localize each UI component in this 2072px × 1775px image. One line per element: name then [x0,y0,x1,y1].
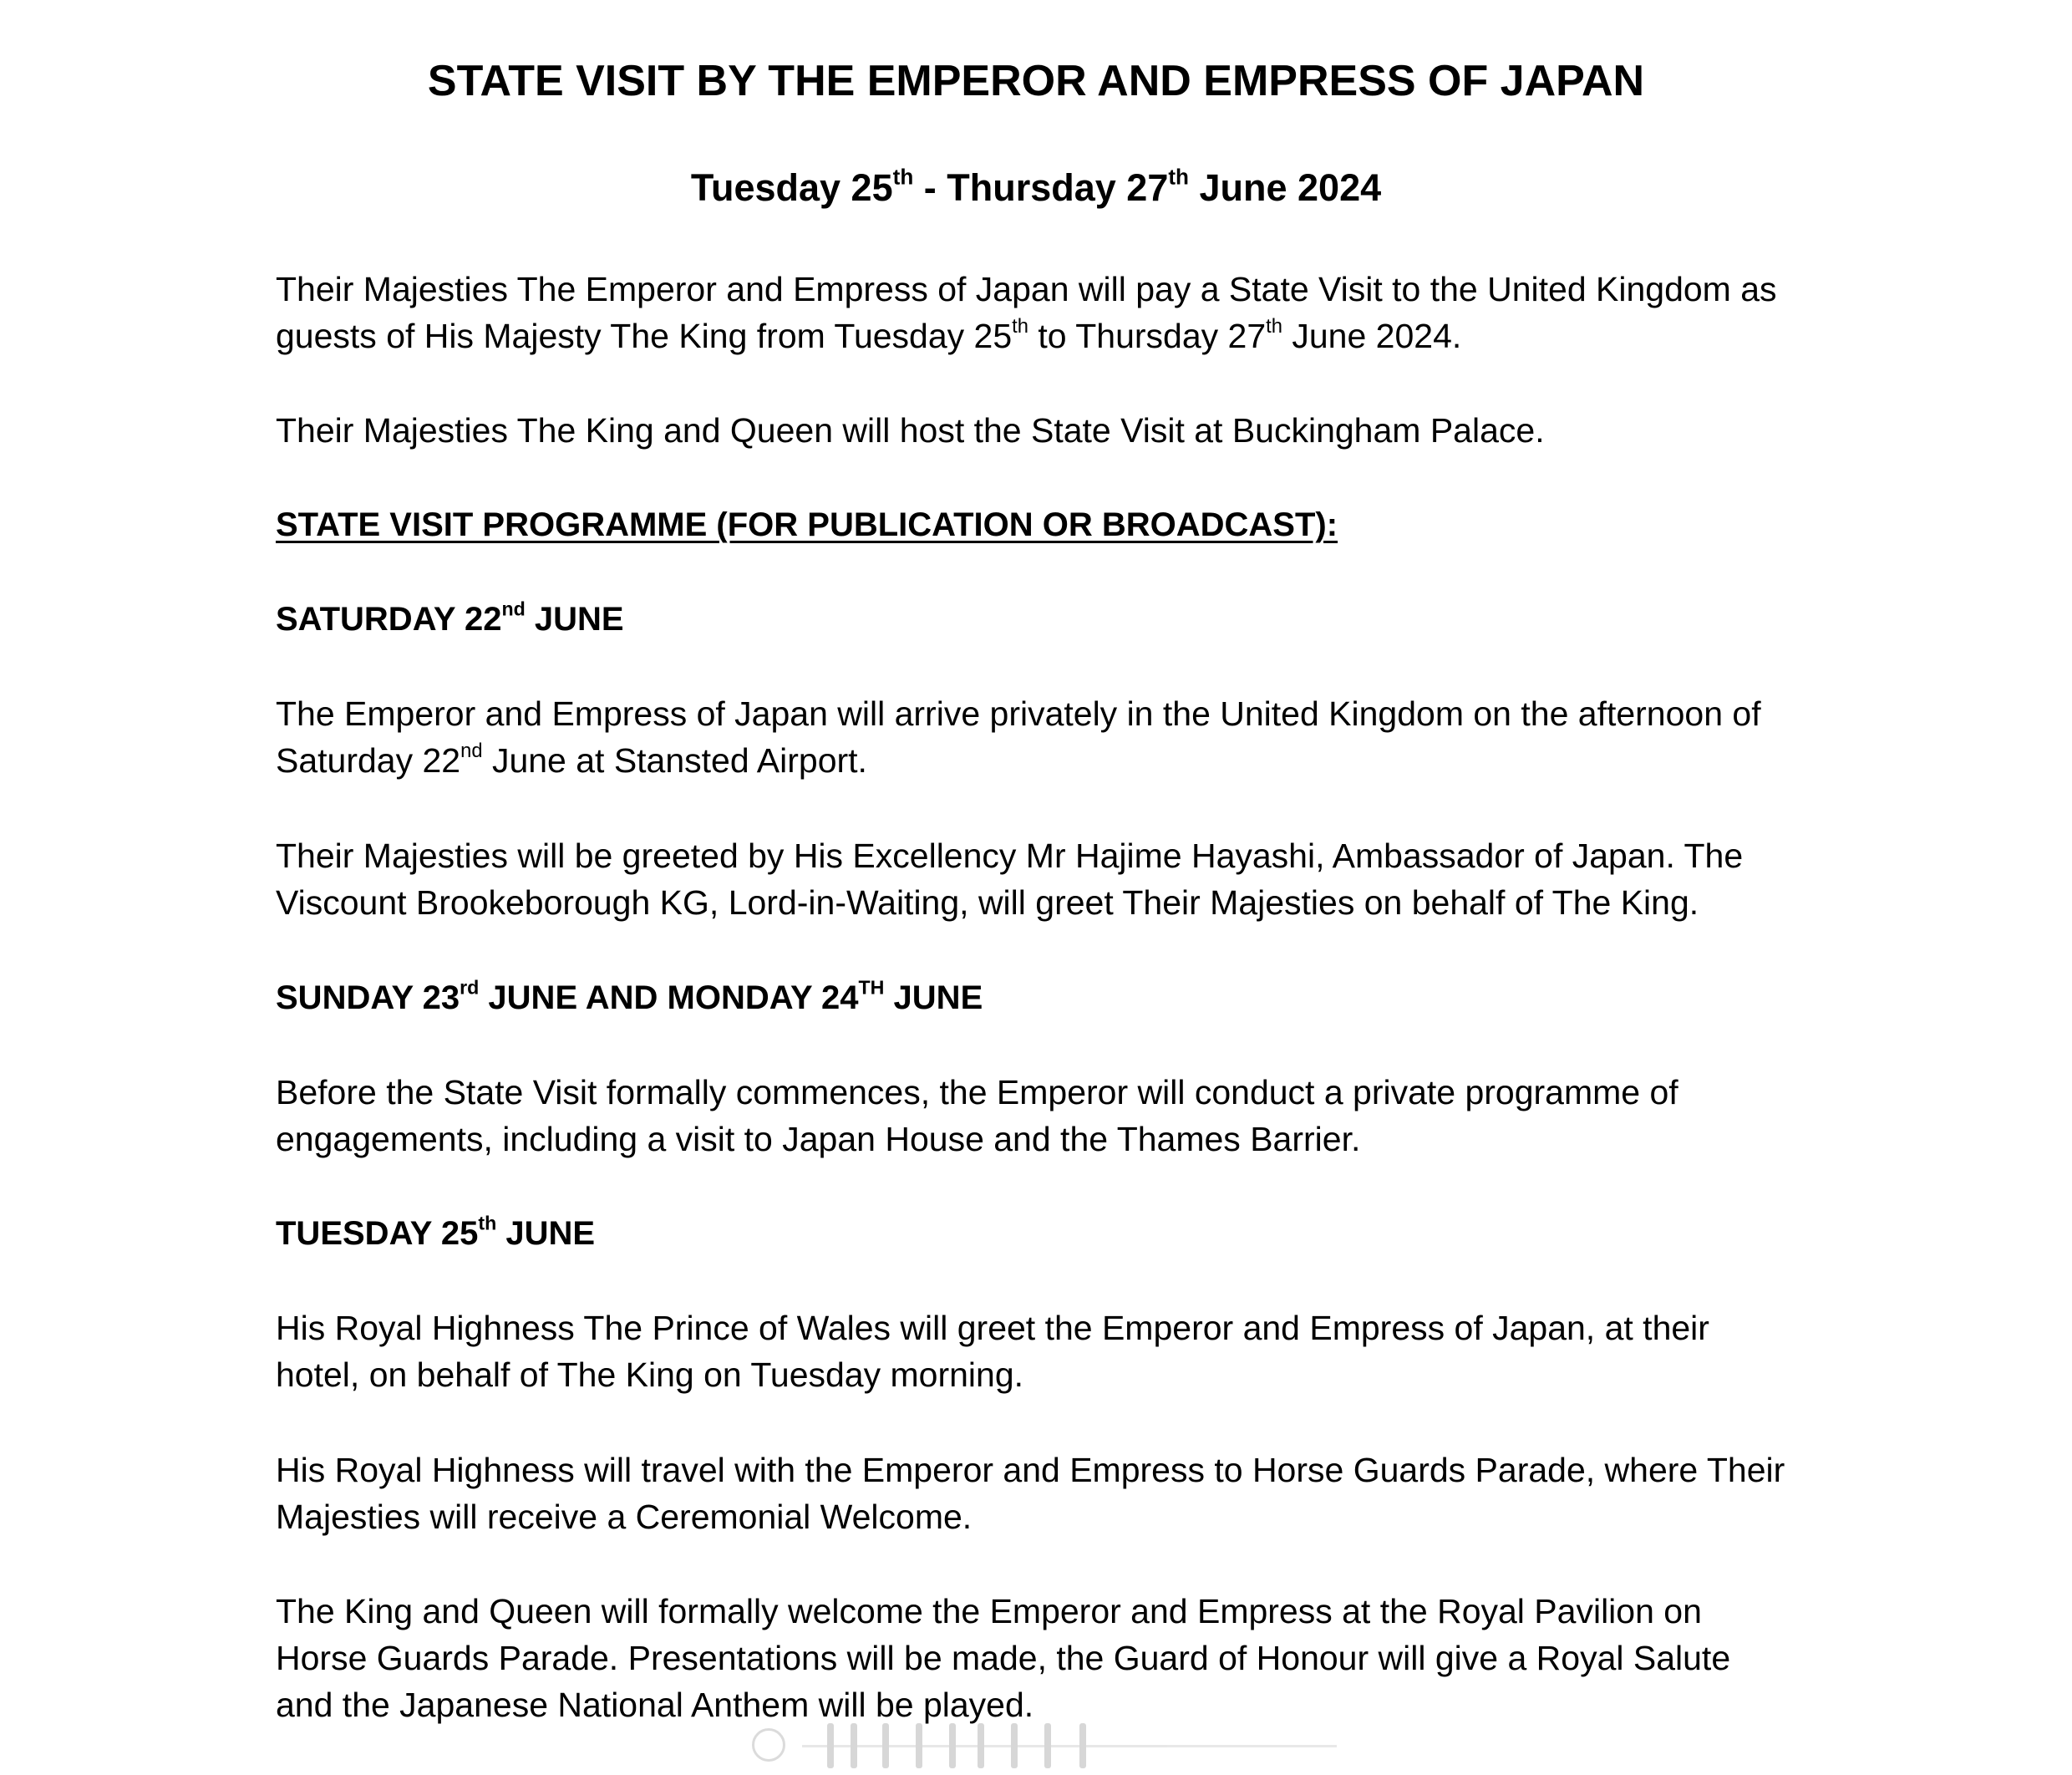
dates-end-suffix: th [1168,164,1189,190]
tuesday-welcome-line-3: and the Japanese National Anthem will be played. [276,1686,1034,1724]
intro-line-2 [276,313,1846,359]
saturday-arrival-paragraph [276,690,1846,784]
saturday-heading-month: JUNE [525,601,624,638]
watermark-bar [978,1723,984,1768]
tuesday-heading [276,1210,1846,1257]
saturday-heading-suffix: nd [501,598,526,620]
monday-heading-month: JUNE [884,979,983,1016]
tuesday-travel-line-2: Majesties will receive a Ceremonial Welcome. [276,1498,973,1536]
intro-paragraph [276,266,1846,359]
watermark-bar [827,1723,834,1768]
saturday-arrival-line-2-text-b: June at Stansted Airport. [482,741,867,780]
saturday-greeting-line-2: Viscount Brookeborough KG, Lord-in-Waiting, will greet Their Majesties on behalf of The King. [276,883,1699,922]
dates-start: Tuesday 25 [690,166,893,209]
dates-end: - Thursday 27 [913,166,1169,209]
intro-line-2-suffix-2: th [1266,315,1282,338]
tuesday-greeting-paragraph [276,1305,1846,1398]
intro-line-2-suffix-1: th [1012,315,1028,338]
tuesday-travel-paragraph [276,1447,1846,1540]
tuesday-welcome-line-2: Horse Guards Parade. Presentations will be made, the Guard of Honour will give a Royal Salute [276,1639,1731,1677]
intro-line-2-text-b: to Thursday 27 [1028,317,1267,355]
sunday-monday-line-1: Before the State Visit formally commences, the Emperor will conduct a private programme of [276,1073,1678,1111]
tuesday-heading-month: JUNE [496,1215,596,1252]
intro-line-2-text-c: June 2024. [1282,317,1462,355]
document-title: STATE VISIT BY THE EMPEROR AND EMPRESS OF JAPAN [427,57,1645,105]
intro-line-1: Their Majesties The Emperor and Empress of Japan will pay a State Visit to the United Kingdom as [276,270,1777,308]
programme-heading: STATE VISIT PROGRAMME (FOR PUBLICATION OR BROADCAST): [276,506,1338,543]
saturday-greeting-line-1: Their Majesties will be greeted by His Excellency Mr Hajime Hayashi, Ambassador of Japan. The [276,837,1744,875]
saturday-arrival-line-2-text-a: Saturday 22 [276,741,461,780]
saturday-arrival-line-2 [276,737,1846,784]
tuesday-greeting-line-2: hotel, on behalf of The King on Tuesday morning. [276,1355,1024,1394]
watermark-bar [851,1723,857,1768]
sunday-heading-suffix: rd [460,976,480,999]
watermark-bar [882,1723,889,1768]
sunday-heading-text: SUNDAY 23 [276,979,460,1016]
visit-dates [0,160,2072,216]
watermark-bar [1044,1723,1051,1768]
saturday-arrival-line-1: The Emperor and Empress of Japan will arrive privately in the United Kingdom on the afternoon of [276,694,1761,733]
sunday-monday-heading [276,974,1846,1021]
sunday-monday-line-2: engagements, including a visit to Japan House and the Thames Barrier. [276,1120,1361,1158]
tuesday-welcome-line-1: The King and Queen will formally welcome the Emperor and Empress at the Royal Pavilion on [276,1592,1702,1630]
saturday-heading [276,596,1846,643]
watermark-logo-icon [752,1728,785,1762]
watermark-bar [1079,1723,1086,1768]
saturday-heading-text: SATURDAY 22 [276,601,502,638]
dates-month-year: June 2024 [1189,166,1382,209]
tuesday-heading-text: TUESDAY 25 [276,1215,479,1252]
watermark-bar [949,1723,956,1768]
host-paragraph: Their Majesties The King and Queen will host the State Visit at Buckingham Palace. [276,411,1545,450]
watermark-bar [1011,1723,1018,1768]
watermark-bar [916,1723,922,1768]
intro-line-2-text-a: guests of His Majesty The King from Tuesday 25 [276,317,1013,355]
tuesday-heading-suffix: th [478,1212,497,1234]
tuesday-greeting-line-1: His Royal Highness The Prince of Wales will greet the Emperor and Empress of Japan, at their [276,1309,1709,1347]
tuesday-welcome-paragraph [276,1588,1846,1728]
dates-start-suffix: th [892,164,914,190]
saturday-arrival-line-2-suffix: nd [460,740,483,763]
monday-heading-suffix: TH [858,976,885,999]
sunday-monday-paragraph [276,1069,1846,1162]
watermark-overlay [752,1723,1353,1768]
monday-heading-text: JUNE AND MONDAY 24 [479,979,859,1016]
tuesday-travel-line-1: His Royal Highness will travel with the Emperor and Empress to Horse Guards Parade, where Their [276,1451,1785,1489]
saturday-greeting-paragraph [276,832,1846,926]
